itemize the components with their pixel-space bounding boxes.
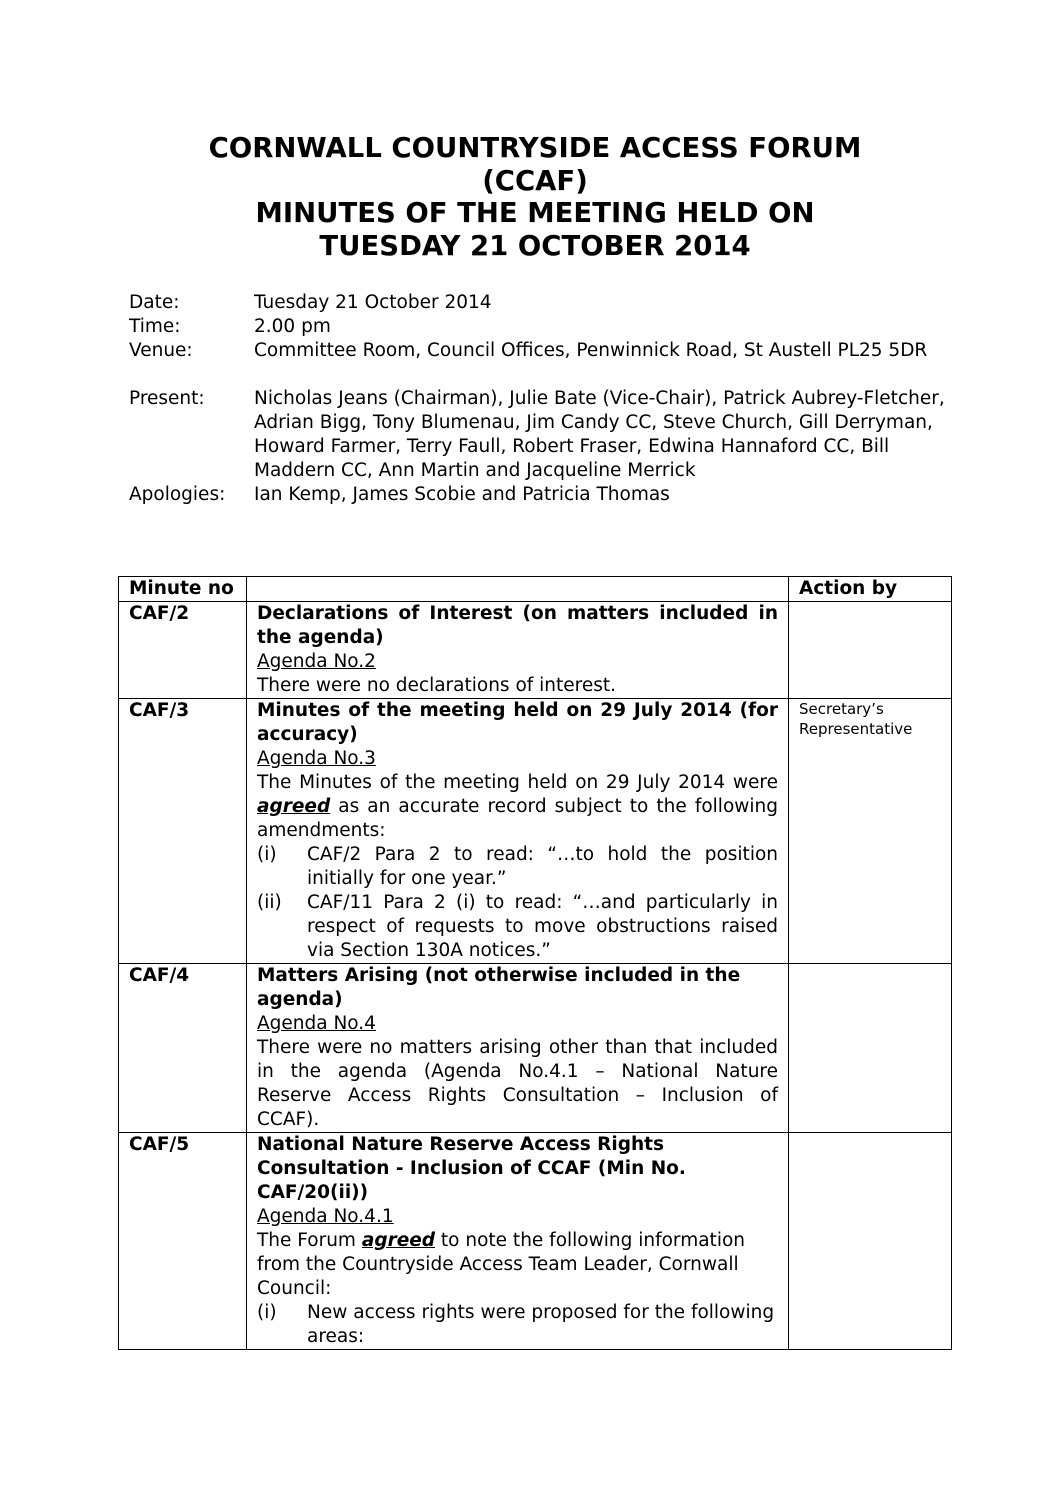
table-row (119, 602, 952, 699)
time-value: 2.00 pm (254, 316, 331, 337)
list-item (257, 843, 778, 891)
time-label: Time: (129, 316, 181, 337)
item-number: (i) (257, 1302, 277, 1323)
minute-text: The Minutes of the meeting held on 29 July 2014 were agreed as an accurate record subject to the following amendments: (257, 772, 778, 841)
minute-body (247, 699, 789, 964)
venue-label: Venue: (129, 340, 193, 361)
item-text: CAF/11 Para 2 (i) to read: “…and particularly in respect of requests to move obstructions raised via Section 130A notices.” (307, 892, 778, 961)
minute-no: CAF/5 (119, 1133, 247, 1350)
minute-heading: Minutes of the meeting held on 29 July 2014 (for accuracy) (257, 700, 778, 745)
action-by (789, 964, 952, 1133)
time-row (129, 315, 951, 339)
table-row (119, 1133, 952, 1350)
minute-no: CAF/4 (119, 964, 247, 1133)
header-subject (247, 577, 789, 602)
title-line-2: (CCAF) (482, 164, 588, 197)
present-row (129, 387, 951, 483)
agenda-ref: Agenda No.3 (257, 748, 376, 769)
minute-text: There were no matters arising other than that included in the agenda (Agenda No.4.1 – National Nature Reserve Access Rights Consultation – Inclusion of CCAF). (257, 1037, 778, 1130)
agreed-emphasis: agreed (257, 796, 331, 817)
venue-value: Committee Room, Council Offices, Penwinnick Road, St Austell PL25 5DR (254, 340, 928, 361)
minute-text: There were no declarations of interest. (257, 675, 617, 696)
venue-row (129, 339, 951, 363)
minute-heading: Declarations of Interest (on matters included in the agenda) (257, 603, 778, 648)
agenda-ref: Agenda No.4.1 (257, 1206, 394, 1227)
document-title (120, 132, 950, 262)
item-text: New access rights were proposed for the following areas: (307, 1302, 775, 1347)
minute-body (247, 1133, 789, 1350)
minute-body (247, 964, 789, 1133)
minute-heading: National Nature Reserve Access Rights Consultation - Inclusion of CCAF (Min No. CAF/20(ii)) (257, 1134, 686, 1203)
present-label: Present: (129, 388, 205, 409)
minutes-table (118, 576, 952, 1350)
date-value: Tuesday 21 October 2014 (254, 292, 492, 313)
title-line-1: CORNWALL COUNTRYSIDE ACCESS FORUM (208, 132, 862, 164)
title-line-3: MINUTES OF THE MEETING HELD ON (255, 197, 815, 229)
apologies-row (129, 483, 951, 507)
table-row (119, 699, 952, 964)
list-item (257, 891, 778, 963)
minute-no: CAF/3 (119, 699, 247, 964)
agenda-ref: Agenda No.2 (257, 651, 376, 672)
minute-no: CAF/2 (119, 602, 247, 699)
meeting-details (129, 291, 951, 507)
header-action-by: Action by (789, 577, 952, 602)
date-row (129, 291, 951, 315)
item-number: (i) (257, 844, 277, 865)
header-minute-no: Minute no (119, 577, 247, 602)
action-by (789, 602, 952, 699)
present-value: Nicholas Jeans (Chairman), Julie Bate (Vice-Chair), Patrick Aubrey-Fletcher, Adrian Bigg, Tony Blumenau, Jim Candy CC, Steve Church, Gill Derryman, Howard Farmer, Terry Faull, Robert Fraser, Edwina Hannaford CC, Bill Maddern CC, Ann Martin and Jacqueline Merrick (254, 388, 945, 481)
minute-body (247, 602, 789, 699)
action-by (789, 1133, 952, 1350)
list-item (257, 1301, 778, 1349)
title-line-4: TUESDAY 21 OCTOBER 2014 (319, 229, 751, 262)
minute-text: The Forum agreed to note the following information from the Countryside Access Team Leader, Cornwall Council: (257, 1230, 745, 1299)
amendments-list (257, 843, 778, 963)
item-text: CAF/2 Para 2 to read: “…to hold the position initially for one year.” (307, 844, 778, 889)
minute-heading: Matters Arising (not otherwise included in the agenda) (257, 965, 741, 1010)
apologies-value: Ian Kemp, James Scobie and Patricia Thomas (254, 484, 670, 505)
apologies-label: Apologies: (129, 484, 226, 505)
action-by: Secretary’s Representative (789, 699, 952, 964)
table-row (119, 964, 952, 1133)
agreed-emphasis: agreed (361, 1230, 436, 1251)
agenda-ref: Agenda No.4 (257, 1013, 376, 1034)
item-number: (ii) (257, 892, 282, 913)
date-label: Date: (129, 292, 180, 313)
info-list (257, 1301, 778, 1349)
table-header-row (119, 577, 952, 602)
